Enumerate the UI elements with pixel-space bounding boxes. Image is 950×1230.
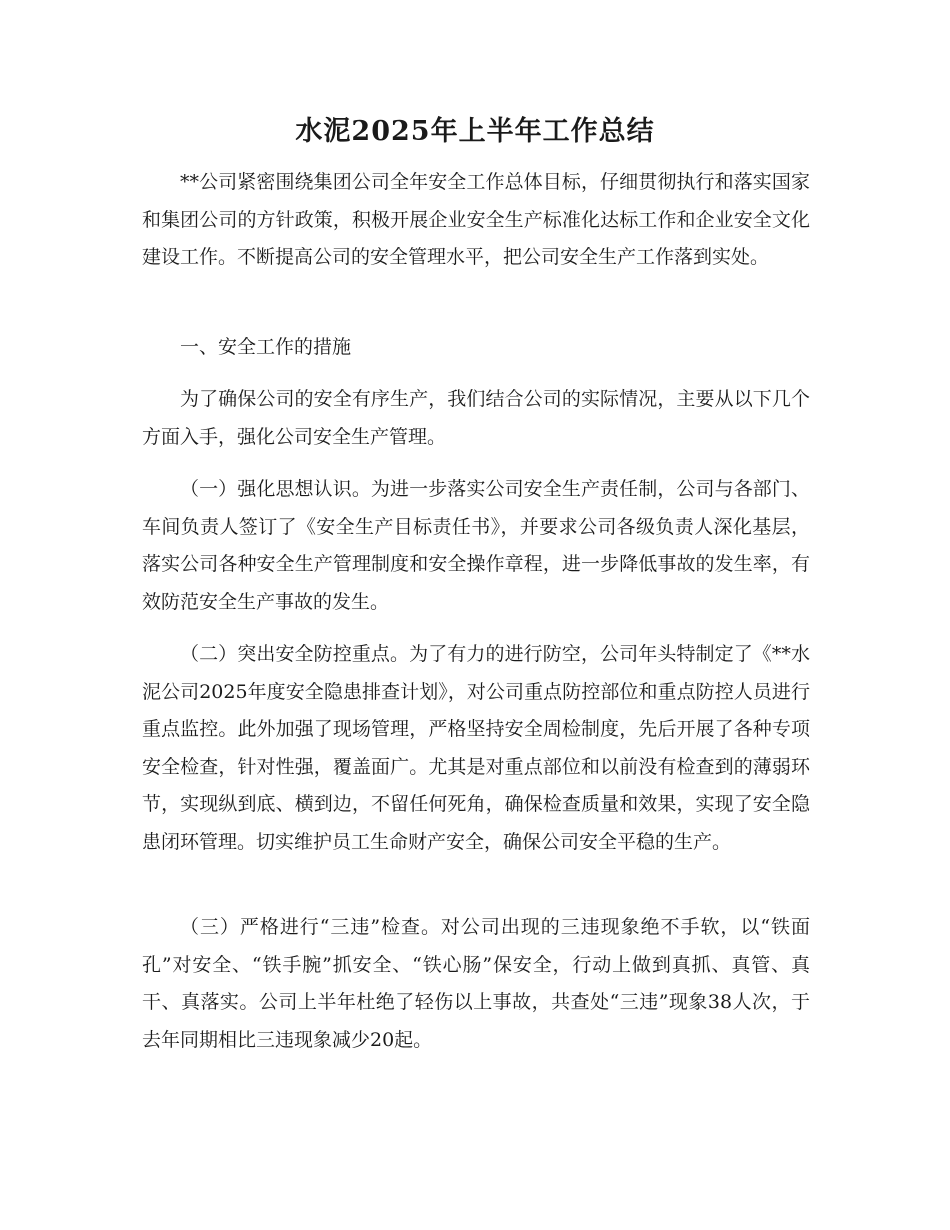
section-1-intro-paragraph: 为了确保公司的安全有序生产，我们结合公司的实际情况，主要从以下几个方面入手，强化公司安全生产管理。	[142, 388, 810, 448]
measure-item-3: （三）严格进行“三违”检查。对公司出现的三违现象绝不手软，以“铁面孔”对安全、“铁手腕”抓安全、“铁心肠”保安全，行动上做到真抓、真管、真干、真落实。公司上半年杜绝了轻伤以上事故，共查处“三违”现象38人次，于去年同期相比三违现象减少20起。	[142, 916, 810, 1051]
document-title: 水泥2025年上半年工作总结	[295, 116, 655, 147]
measure-item-2: （二）突出安全防控重点。为了有力的进行防空，公司年头特制定了《**水泥公司2025年度安全隐患排查计划》，对公司重点防控部位和重点防控人员进行重点监控。此外加强了现场管理，严格坚持安全周检制度，先后开展了各种专项安全检查，针对性强，覆盖面广。尤其是对重点部位和以前没有检查到的薄弱环节，实现纵到底、横到边，不留任何死角，确保检查质量和效果，实现了安全隐患闭环管理。切实维护员工生命财产安全，确保公司安全平稳的生产。	[142, 643, 810, 853]
measure-item-1: （一）强化思想认识。为进一步落实公司安全生产责任制，公司与各部门、车间负责人签订了《安全生产目标责任书》，并要求公司各级负责人深化基层，落实公司各种安全生产管理制度和安全操作章程，进一步降低事故的发生率，有效防范安全生产事故的发生。	[142, 478, 810, 613]
intro-paragraph: **公司紧密围绕集团公司全年安全工作总体目标，仔细贯彻执行和落实国家和集团公司的方针政策，积极开展企业安全生产标准化达标工作和企业安全文化建设工作。不断提高公司的安全管理水平，把公司安全生产工作落到实处。	[142, 171, 810, 268]
section-heading-1: 一、安全工作的措施	[180, 336, 352, 358]
